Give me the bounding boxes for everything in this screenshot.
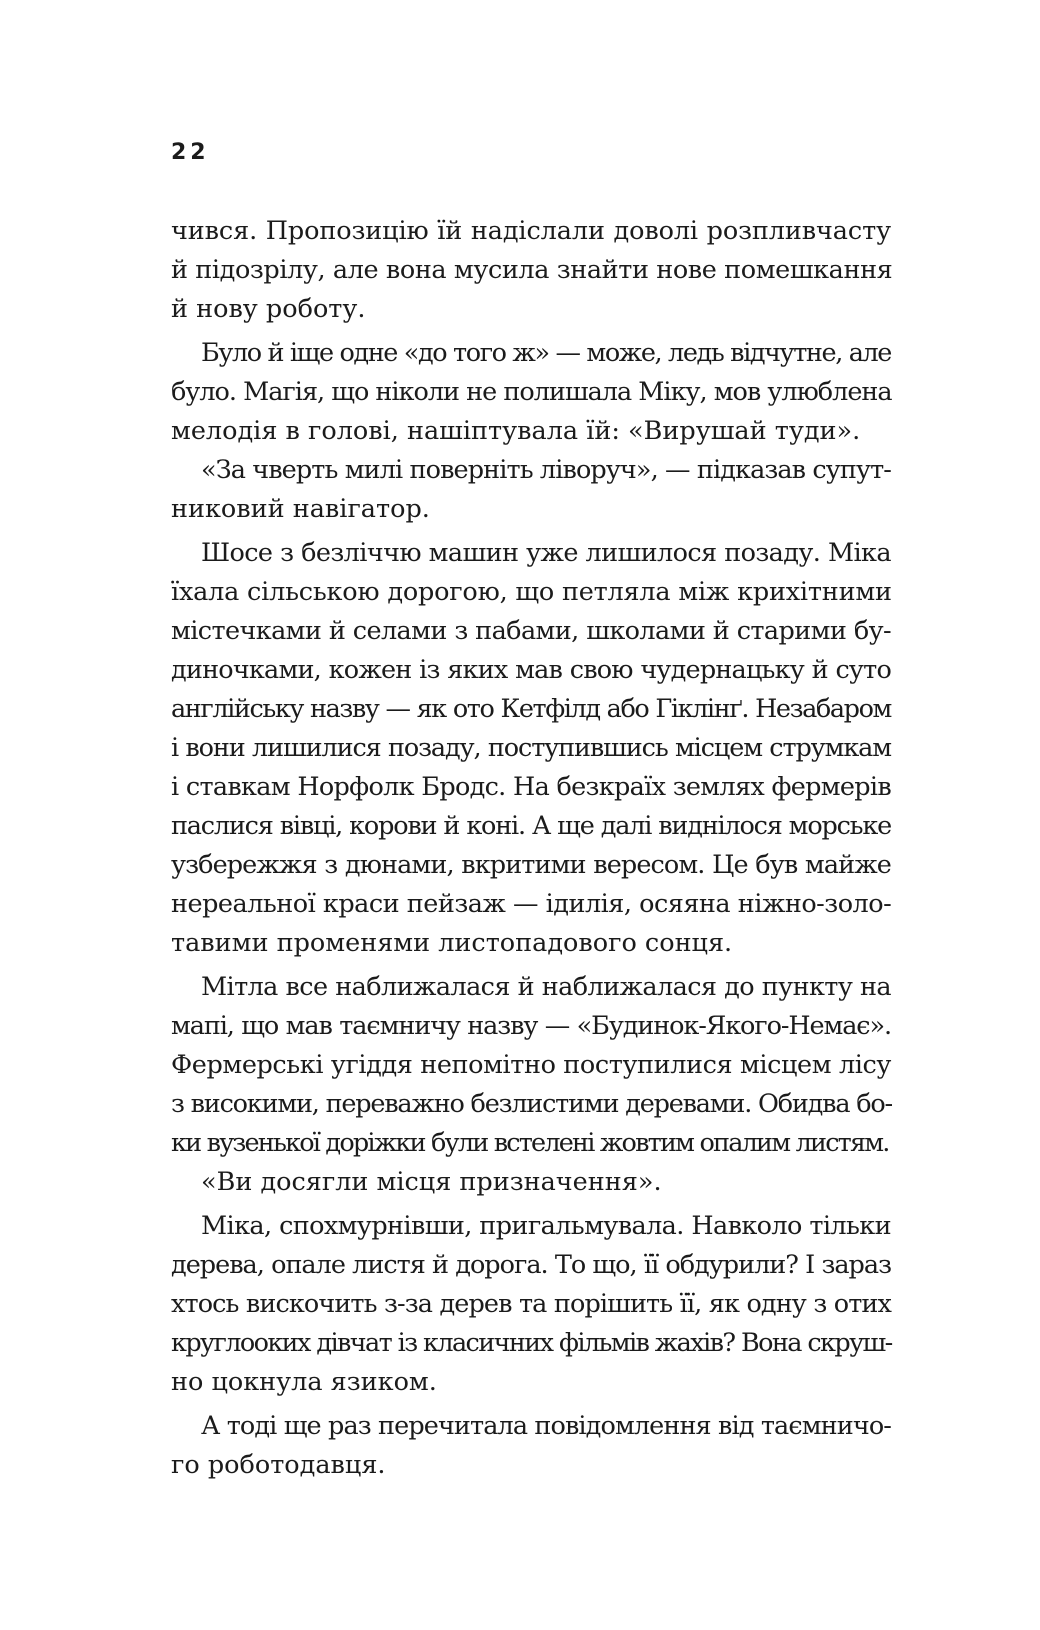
page-number: 22 [171,140,210,165]
text-line: «За чверть милі поверніть ліворуч», — підказав супут- [201,455,891,485]
text-line: й нову роботу. [171,294,366,324]
text-line: но цокнула язиком. [171,1367,437,1397]
text-line: диночками, кожен із яких мав свою чудернацьку й суто [171,655,891,685]
text-line: і ставкам Норфолк Бродс. На безкраїх землях фермерів [171,772,891,802]
text-line: Шосе з безліччю машин уже лишилося позаду. Міка [201,538,891,568]
body-text [171,212,891,1485]
text-line: і вони лишилися позаду, поступившись місцем струмкам [171,733,891,763]
text-line: містечками й селами з пабами, школами й старими бу- [171,616,891,646]
text-line: нереальної краси пейзаж — ідилія, осяяна ніжно-золо- [171,889,892,919]
text-line: «Ви досягли місця призначення». [201,1167,662,1197]
text-line: узбережжя з дюнами, вкритими вересом. Це був майже [171,850,891,880]
text-line: тавими променями листопадового сонця. [171,928,733,958]
text-line: й підозрілу, але вона мусила знайти нове помешкання [171,255,893,285]
text-line: мапі, що мав таємничу назву — «Будинок-Якого-Немає». [171,1011,891,1041]
text-line: го роботодавця. [171,1450,386,1480]
text-line: Міка, спохмурнівши, пригальмувала. Навколо тільки [201,1211,891,1241]
text-line: хтось вискочить з-за дерев та порішить її, як одну з отих [171,1289,891,1319]
text-line: було. Магія, що ніколи не полишала Міку, мов улюблена [171,377,892,407]
text-line: никовий навігатор. [171,494,430,524]
text-line: чився. Пропозицію їй надіслали доволі розпливчасту [171,216,891,246]
text-line: ки вузенької доріжки були встелені жовтим опалим листям. [171,1128,889,1158]
text-line: англійську назву — як ото Кетфілд або Гіклінґ. Незабаром [171,694,891,724]
text-line: Було й іще одне «до того ж» — може, ледь відчутне, але [201,338,891,368]
text-line: Фермерські угіддя непомітно поступилися місцем лісу [171,1050,891,1080]
text-line: А тоді ще раз перечитала повідомлення від таємничо- [201,1411,891,1441]
text-line: круглооких дівчат із класичних фільмів жахів? Вона скруш- [171,1328,892,1358]
text-line: з високими, переважно безлистими деревами. Обидва бо- [171,1089,892,1119]
text-line: мелодія в голові, нашіптувала їй: «Вирушай туди». [171,416,861,446]
text-line: їхала сільською дорогою, що петляла між крихітними [171,577,892,607]
text-line: Мітла все наближалася й наближалася до пункту на [201,972,891,1002]
text-line: паслися вівці, корови й коні. А ще далі виднілося морське [171,811,891,841]
text-line: дерева, опале листя й дорога. То що, її обдурили? І зараз [171,1250,891,1280]
